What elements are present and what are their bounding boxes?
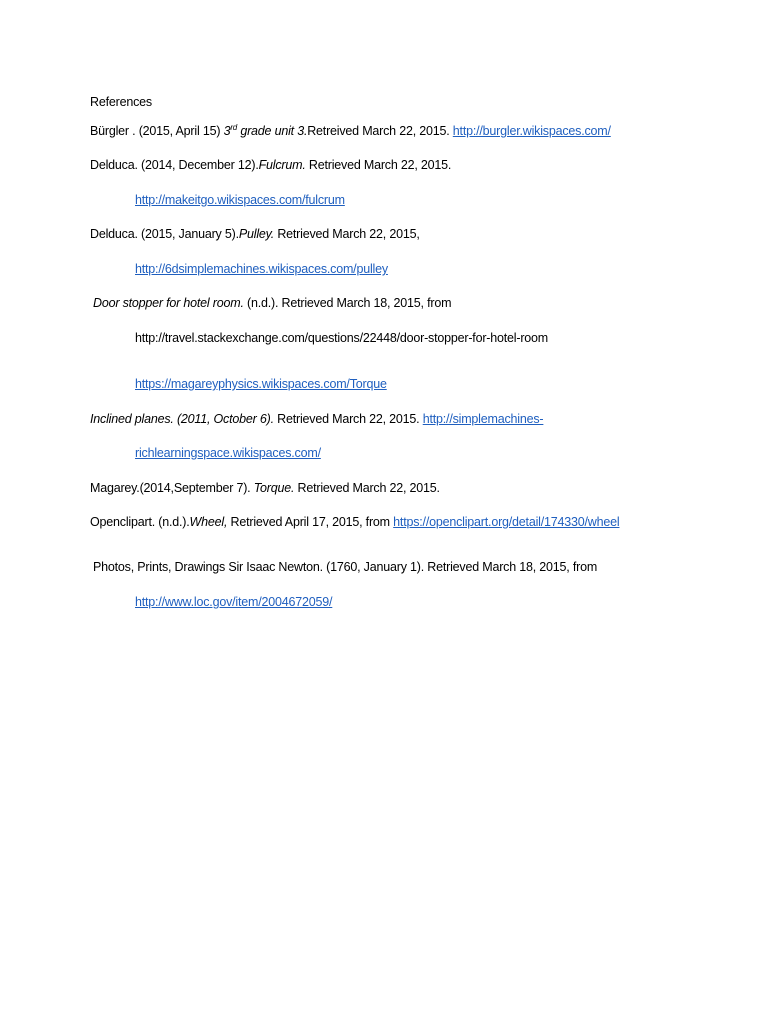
- ref-author: Openclipart. (n.d.).: [90, 515, 190, 529]
- reference-delduca-fulcrum: [90, 157, 451, 173]
- ref-author: Delduca. (2015, January 5).: [90, 227, 239, 241]
- ref-link-burgler[interactable]: http://burgler.wikispaces.com/: [452, 124, 611, 138]
- ref-retrieved: Retrieved March 22, 2015.: [273, 412, 423, 426]
- reference-openclipart-wheel: [90, 514, 619, 530]
- ref-link-magarey-torque[interactable]: https://magareyphysics.wikispaces.com/Torque: [135, 377, 387, 391]
- ref-retrieved: Retrieved March 22, 2015.: [305, 158, 452, 172]
- reference-inclined-planes-url-line: [135, 445, 321, 461]
- ref-title: Wheel,: [189, 515, 228, 529]
- ref-title: Pulley.: [238, 227, 275, 241]
- ref-link-fulcrum[interactable]: http://makeitgo.wikispaces.com/fulcrum: [135, 193, 345, 207]
- reference-burgler: [90, 123, 611, 139]
- ref-link-openclipart[interactable]: https://openclipart.org/detail/174330/wheel: [393, 515, 620, 529]
- references-heading: References: [90, 95, 152, 109]
- ref-title: Door stopper for hotel room.: [93, 296, 244, 310]
- reference-inclined-planes: [90, 411, 543, 427]
- reference-newton-photos: [93, 559, 597, 575]
- ref-title: Torque.: [253, 481, 295, 495]
- reference-delduca-fulcrum-url-line: [135, 192, 345, 208]
- ref-retrieved: Retrieved March 22, 2015,: [274, 227, 420, 241]
- ref-retrieved: Retreived March 22, 2015.: [307, 124, 453, 138]
- ref-retrieved: (n.d.). Retrieved March 18, 2015, from: [243, 296, 452, 310]
- ref-author: Bürgler . (2015, April 15): [90, 124, 224, 138]
- ref-link-loc[interactable]: http://www.loc.gov/item/2004672059/: [135, 595, 333, 609]
- reference-torque-url-line: [135, 376, 387, 392]
- reference-door-stopper: [93, 295, 451, 311]
- ref-author: Delduca. (2014, December 12).: [90, 158, 259, 172]
- ref-retrieved: Retrieved March 22, 2015.: [294, 481, 440, 495]
- ref-title: Inclined planes. (2011, October 6).: [90, 412, 274, 426]
- reference-delduca-pulley: [90, 226, 420, 242]
- ref-author: Magarey.(2014,September 7).: [90, 481, 254, 495]
- reference-newton-url-line: [135, 594, 332, 610]
- ref-link-simplemachines-part1[interactable]: http://simplemachines-: [422, 412, 544, 426]
- ref-title: 3rd grade unit 3.: [223, 122, 308, 138]
- ref-retrieved: Retrieved April 17, 2015, from: [227, 515, 394, 529]
- ref-link-simplemachines-part2[interactable]: richlearningspace.wikispaces.com/: [135, 446, 321, 460]
- ref-link-pulley[interactable]: http://6dsimplemachines.wikispaces.com/pulley: [135, 262, 388, 276]
- reference-magarey-torque: [90, 480, 440, 496]
- ref-url-plain: http://travel.stackexchange.com/questions/22448/door-stopper-for-hotel-room: [135, 331, 549, 345]
- reference-delduca-pulley-url-line: [135, 261, 388, 277]
- reference-door-stopper-url-line: [135, 330, 548, 346]
- ref-title: Fulcrum.: [258, 158, 306, 172]
- ref-text: Photos, Prints, Drawings Sir Isaac Newton. (1760, January 1). Retrieved March 18, 2015, from: [93, 560, 598, 574]
